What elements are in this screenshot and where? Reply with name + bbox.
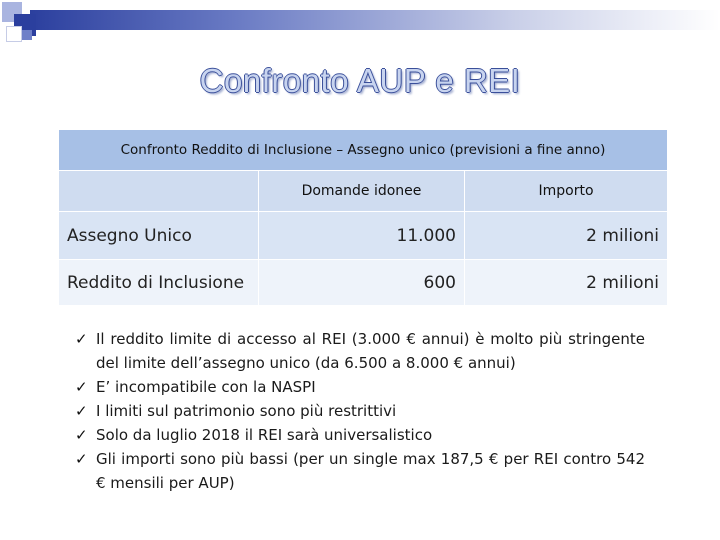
list-item [75,423,645,447]
header-empty [59,171,259,212]
header-domande-idonee: Domande idonee [259,171,465,212]
decorative-square [22,30,32,40]
bullet-text: E’ incompatibile con la NASPI [96,378,316,396]
table-caption-row [59,130,668,171]
table-caption: Confronto Reddito di Inclusione – Assegno unico (previsioni a fine anno) [59,130,668,171]
checkmark-icon: ✓ [75,330,88,348]
table-header-row [59,171,668,212]
checkmark-icon: ✓ [75,378,88,396]
slide-title: Confronto AUP e REI [199,62,521,99]
bullet-text: Gli importi sono più bassi (per un single max 187,5 € per REI contro 542 € mensili per AUP) [96,450,645,492]
importo-cell: 2 milioni [465,260,668,306]
list-item [75,399,645,423]
bullet-text: I limiti sul patrimonio sono più restrittivi [96,402,397,420]
header-importo: Importo [465,171,668,212]
domande-cell: 11.000 [259,212,465,260]
list-item [75,375,645,399]
bullet-text: Il reddito limite di accesso al REI (3.000 € annui) è molto più stringente del limite dell’assegno unico (da 6.500 a 8.000 € annui) [96,330,645,372]
bullet-list [75,327,645,495]
comparison-table [58,129,668,306]
checkmark-icon: ✓ [75,426,88,444]
list-item [75,327,645,375]
checkmark-icon: ✓ [75,450,88,468]
decorative-square [6,26,22,42]
checkmark-icon: ✓ [75,402,88,420]
bullet-text: Solo da luglio 2018 il REI sarà universalistico [96,426,433,444]
row-label: Reddito di Inclusione [59,260,259,306]
domande-cell: 600 [259,260,465,306]
table-row [59,212,668,260]
decorative-top-band [30,10,720,30]
row-label: Assegno Unico [59,212,259,260]
list-item [75,447,645,495]
importo-cell: 2 milioni [465,212,668,260]
table-row [59,260,668,306]
